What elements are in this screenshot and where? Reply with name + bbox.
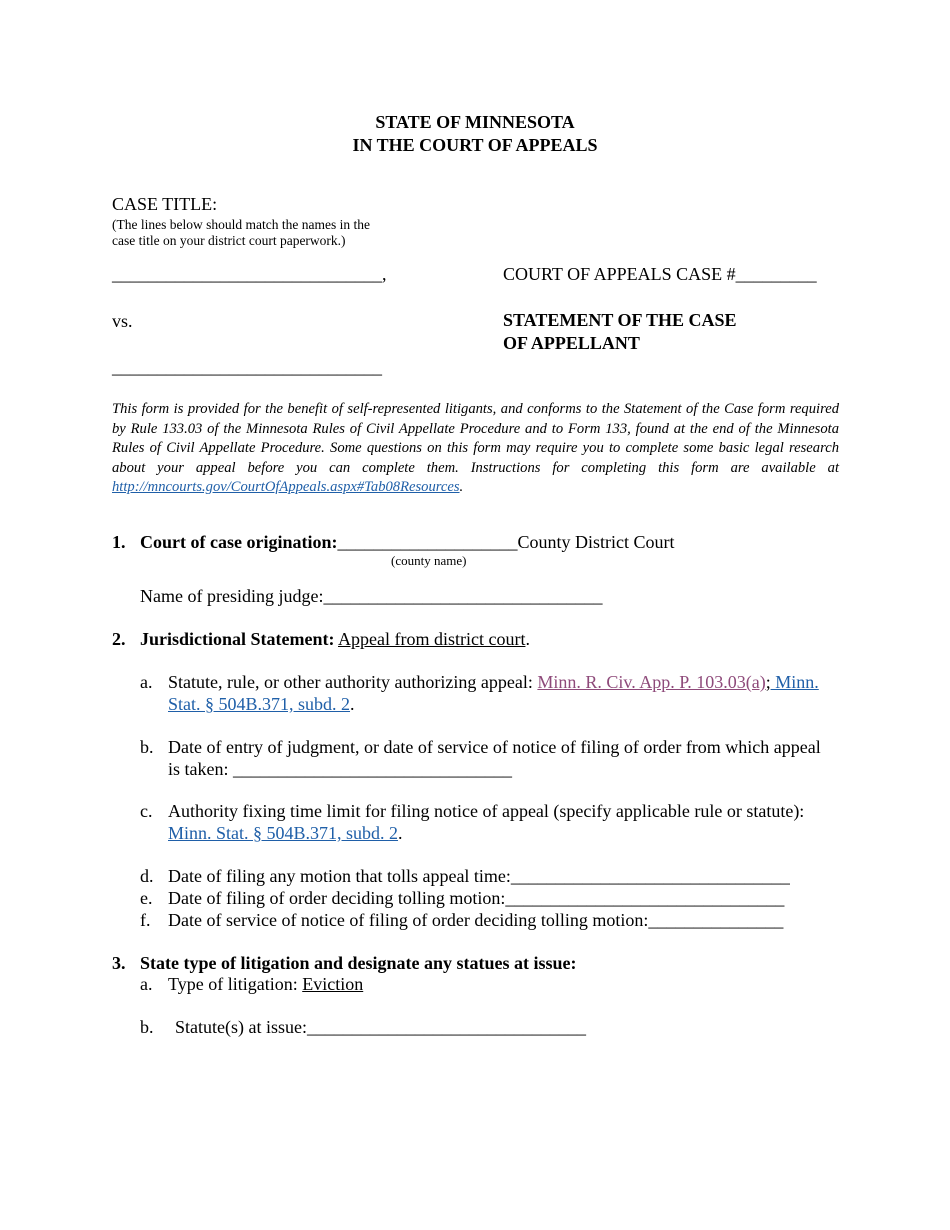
intro-paragraph: [112, 400, 839, 498]
item-3b-letter: b.: [140, 1017, 154, 1037]
item-2c-line-1: Authority fixing time limit for filing notice of appeal (specify applicable rule or statute):: [168, 801, 805, 821]
statutes-at-issue-field[interactable]: Statute(s) at issue:_______________________________: [175, 1017, 586, 1037]
item-2b-line-1: Date of entry of judgment, or date of service of notice of filing of order from which appeal: [168, 737, 821, 757]
item-3a-line: [168, 974, 363, 995]
case-title-label: CASE TITLE:: [112, 194, 218, 214]
rule-103-link[interactable]: Minn. R. Civ. App. P. 103.03(a): [537, 672, 766, 692]
court-title: IN THE COURT OF APPEALS: [352, 135, 598, 155]
judge-line: [140, 586, 602, 607]
judge-field[interactable]: _______________________________: [323, 586, 603, 606]
time-limit-statute-link[interactable]: Minn. Stat. § 504B.371, subd. 2: [168, 823, 399, 843]
tolling-order-date-field[interactable]: Date of filing of order deciding tolling motion:_______________________________: [168, 888, 785, 908]
tolling-service-date-field[interactable]: Date of service of notice of filing of order deciding tolling motion:_______________: [168, 910, 784, 930]
section-1-label: Court of case origination:: [140, 532, 338, 552]
item-2a-end: .: [350, 694, 355, 714]
section-3-label: State type of litigation and designate any statues at issue:: [140, 953, 577, 973]
county-hint: (county name): [391, 553, 467, 568]
item-2c-line-2: [168, 823, 403, 844]
item-2e-letter: e.: [140, 888, 153, 908]
county-field[interactable]: ____________________: [337, 532, 518, 552]
section-1-number: 1.: [112, 532, 126, 552]
intro-end: .: [459, 479, 464, 495]
case-title-note-1: (The lines below should match the names in the: [112, 217, 370, 232]
section-2-label: Jurisdictional Statement:: [140, 629, 335, 649]
section-2-number: 2.: [112, 629, 126, 649]
section-3-number: 3.: [112, 953, 126, 973]
litigation-type-label: Type of litigation:: [168, 974, 303, 994]
versus-label: vs.: [112, 311, 133, 331]
statute-link-part-1[interactable]: Minn.: [770, 672, 819, 692]
item-2a-line-1: [168, 672, 819, 693]
resources-link[interactable]: http://mncourts.gov/CourtOfAppeals.aspx#Tab08Resources: [112, 479, 460, 495]
item-2a-letter: a.: [140, 672, 153, 692]
case-number-field[interactable]: COURT OF APPEALS CASE #_________: [503, 264, 817, 284]
case-title-note-2: case title on your district court paperwork.): [112, 233, 346, 248]
item-2a-text: Statute, rule, or other authority authorizing appeal:: [168, 672, 538, 692]
statute-link-part-2[interactable]: Stat. § 504B.371, subd. 2: [168, 694, 351, 714]
jurisdiction-end: .: [525, 629, 530, 649]
respondent-name-line[interactable]: ______________________________: [112, 357, 382, 377]
item-2a-sep: ;: [765, 672, 771, 692]
litigation-type-value[interactable]: Eviction: [302, 974, 364, 994]
judgment-date-field[interactable]: is taken: _______________________________: [168, 759, 512, 779]
item-2d-letter: d.: [140, 866, 154, 886]
county-suffix: County District Court: [517, 532, 675, 552]
jurisdiction-value: Appeal from district court: [338, 629, 526, 649]
item-2a-line-2: [168, 694, 355, 715]
item-2c-end: .: [398, 823, 403, 843]
court-header: [0, 111, 950, 157]
section-1-line: [140, 532, 674, 553]
statement-title-1: STATEMENT OF THE CASE: [503, 310, 737, 330]
item-2b-letter: b.: [140, 737, 154, 757]
tolling-motion-date-field[interactable]: Date of filing any motion that tolls appeal time:_______________________________: [168, 866, 790, 886]
statement-title-2: OF APPELLANT: [503, 333, 640, 353]
item-3a-letter: a.: [140, 974, 153, 994]
section-2-line: [140, 629, 530, 650]
item-2f-letter: f.: [140, 910, 151, 930]
intro-text: This form is provided for the benefit of self-represented litigants, and conforms to the Statement of the Case form required by Rule 133.03 of the Minnesota Rules of Civil Appellate Procedure and to Form 133, found at the end of the Minnesota Rules of Civil Appellate Procedure. Some questions on this form may require you to complete some basic legal research about your appeal before you can complete them. Instructions for completing this form are available at: [112, 401, 839, 476]
item-2c-letter: c.: [140, 801, 153, 821]
state-title: STATE OF MINNESOTA: [375, 112, 575, 132]
judge-label: Name of presiding judge:: [140, 586, 324, 606]
appellant-name-line[interactable]: ______________________________,: [112, 264, 387, 284]
